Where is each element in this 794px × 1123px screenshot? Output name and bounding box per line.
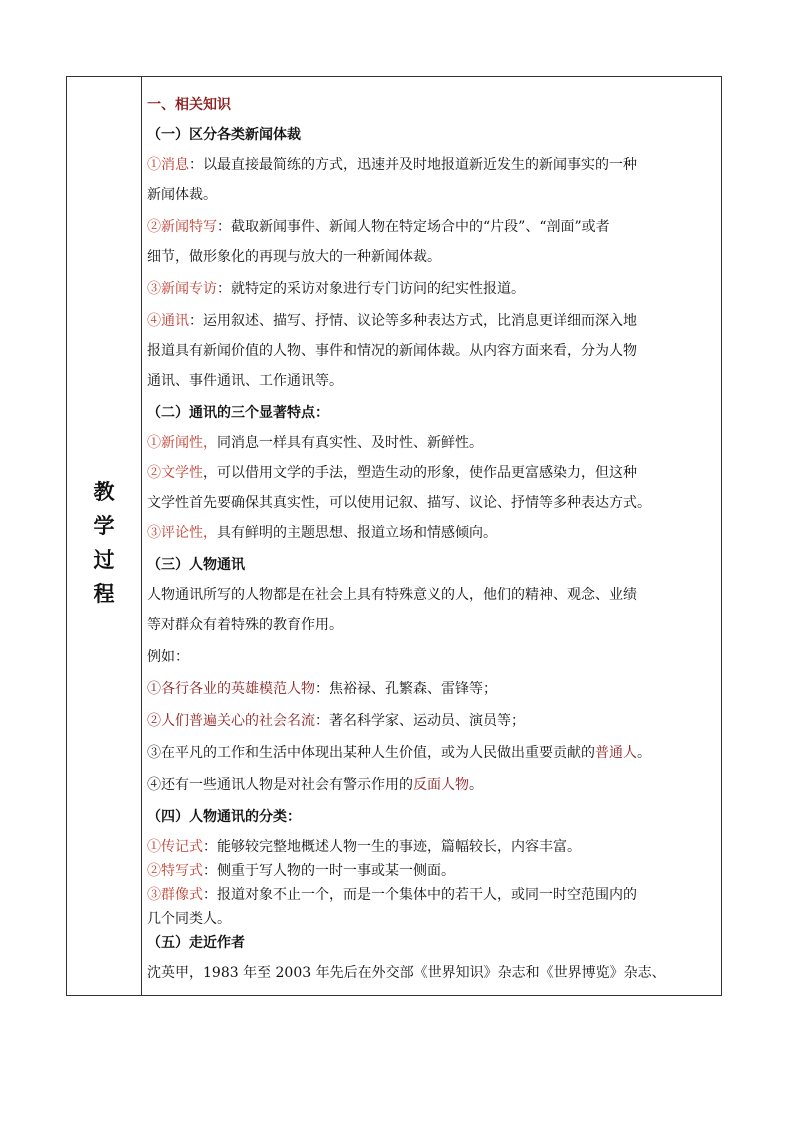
sec4-item1: [147, 837, 581, 857]
sec2-item2-text: ，可以借用文学的手法，塑造生动的形象，使作品更富感染力，但这种: [203, 465, 637, 481]
sec4-item2-key: ②特写式: [147, 863, 203, 879]
sec3-ex2-key: ②人们普遍关心的社会名流: [147, 713, 315, 729]
sec5-title: （五）走近作者: [147, 935, 245, 951]
sec3-ex3-key: 普通人: [595, 745, 637, 761]
sec1-item1-key: ①消息: [147, 157, 189, 173]
sec1-title: （一）区分各类新闻体裁: [147, 127, 301, 143]
sec5-p1: 沈英甲，1983 年至 2003 年先后在外交部《世界知识》杂志和《世界博览》杂志、: [147, 965, 666, 981]
sec2-item2-key: ②文学性: [147, 465, 203, 481]
sec1-item4: [147, 311, 637, 331]
sec1-item4-cont1: 报道具有新闻价值的人物、事件和情况的新闻体裁。从内容方面来看，分为人物: [147, 343, 637, 359]
sec3-ex4-text: ④还有一些通讯人物是对社会有警示作用的: [147, 777, 413, 793]
lesson-table: [66, 76, 722, 996]
sec2-item1-text: 同消息一样具有真实性、及时性、新鲜性。: [217, 435, 483, 451]
sec4-item3-text: ：报道对象不止一个，而是一个集体中的若干人，或同一时空范围内的: [203, 887, 637, 903]
sec1-item1-text: ：以最直接最简练的方式，迅速并及时地报道新近发生的新闻事实的一种: [189, 157, 637, 173]
sec3-ex3: [147, 743, 651, 763]
sec1-item2: [147, 217, 610, 237]
sec2-item1-key: ①新闻性，: [147, 435, 217, 451]
sec1-item3-key: ③新闻专访: [147, 281, 217, 297]
sec4-item1-text: ：能够较完整地概述人物一生的事迹，篇幅较长，内容丰富。: [203, 839, 581, 855]
main-heading: 一、相关知识: [147, 97, 231, 113]
sec3-ex4-end: 。: [469, 777, 483, 793]
sec3-ex2: [147, 711, 525, 731]
sec3-p1-cont: 等对群众有着特殊的教育作用。: [147, 617, 343, 633]
sec3-ex3-end: 。: [637, 745, 651, 761]
sec1-item2-text: ：截取新闻事件、新闻人物在特定场合中的“片段”、“剖面”或者: [217, 219, 610, 235]
sec3-ex1-key: ①各行各业的英雄模范人物: [147, 681, 315, 697]
sec4-item1-key: ①传记式: [147, 839, 203, 855]
sec4-item2: [147, 861, 455, 881]
sec2-item2: [147, 463, 637, 483]
sec2-title: （二）通讯的三个显著特点：: [147, 405, 329, 421]
sec1-item3: [147, 279, 525, 299]
sec1-item4-cont2: 通讯、事件通讯、工作通讯等。: [147, 373, 343, 389]
sec1-item3-text: ：就特定的采访对象进行专门访问的纪实性报道。: [217, 281, 525, 297]
sec1-item1-cont: 新闻体裁。: [147, 187, 217, 203]
sec4-item3: [147, 885, 637, 905]
sec2-item1: [147, 433, 483, 453]
sec3-p1: 人物通讯所写的人物都是在社会上具有特殊意义的人，他们的精神、观念、业绩: [147, 587, 637, 603]
sec4-title: （四）人物通讯的分类：: [147, 809, 301, 825]
sec3-ex1: [147, 679, 497, 699]
sec2-item3-key: ③评论性，: [147, 525, 217, 541]
sec4-item2-text: ：侧重于写人物的一时一事或某一侧面。: [203, 863, 455, 879]
sec4-item3-key: ③群像式: [147, 887, 203, 903]
sec3-ex4-key: 反面人物: [413, 777, 469, 793]
sec3-ex3-text: ③在平凡的工作和生活中体现出某种人生价值，或为人民做出重要贡献的: [147, 745, 595, 761]
label-char-1: 教: [93, 480, 115, 504]
sec3-ex2-text: ：著名科学家、运动员、演员等；: [315, 713, 525, 729]
sec1-item1: [147, 155, 637, 175]
sec3-ex4: [147, 775, 483, 795]
sec1-item2-key: ②新闻特写: [147, 219, 217, 235]
sec1-item4-key: ④通讯: [147, 313, 189, 329]
sec1-item2-cont: 细节，做形象化的再现与放大的一种新闻体裁。: [147, 249, 441, 265]
column-divider: [141, 77, 142, 995]
sec2-item3: [147, 523, 497, 543]
label-char-3: 过: [93, 548, 115, 572]
sec3-title: （三）人物通讯: [147, 557, 245, 573]
sec3-example: 例如：: [147, 649, 189, 665]
sec3-ex1-text: ：焦裕禄、孔繁森、雷锋等；: [315, 681, 497, 697]
sec2-item2-cont: 文学性首先要确保其真实性，可以使用记叙、描写、议论、抒情等多种表达方式。: [147, 495, 651, 511]
sec2-item3-text: 具有鲜明的主题思想、报道立场和情感倾向。: [217, 525, 497, 541]
sec1-item4-text: ：运用叙述、描写、抒情、议论等多种表达方式，比消息更详细而深入地: [189, 313, 637, 329]
sec4-item3-cont: 几个同类人。: [147, 911, 231, 927]
section-label-cell: [67, 77, 141, 995]
label-char-2: 学: [93, 514, 115, 538]
label-char-4: 程: [93, 582, 115, 606]
